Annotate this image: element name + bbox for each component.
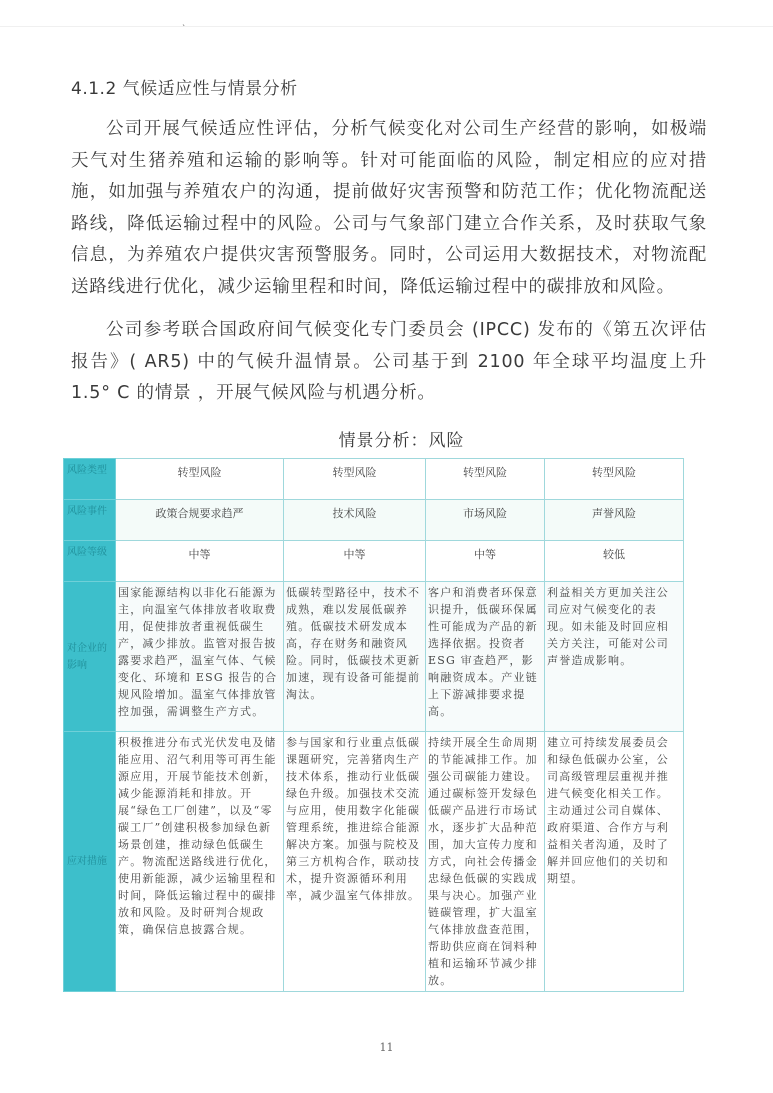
cell-response: 积极推进分布式光伏发电及储能应用、沼气利用等可再生能源应用，开展节能技术创新，减少能源消耗和排放。开展“绿色工厂创建”，以及“零碳工厂”创建积极参加绿色新场景创建，推动绿色低碳生产。物流配送路线进行优化，使用新能源，减少运输里程和时间，降低运输过程中的碳排放和风险。及时研判合规政策，确保信息披露合规。 [116, 732, 284, 992]
cell-risk-level: 较低 [545, 541, 684, 582]
cell-impact: 低碳转型路径中，技术不成熟，难以发展低碳养殖。低碳技术研发成本高，存在财务和融资风险。同时，低碳技术更新加速，现有设备可能提前淘汰。 [284, 582, 426, 732]
table-row-response [64, 732, 684, 992]
table-row-risk-type [64, 459, 684, 500]
cell-risk-event: 政策合规要求趋严 [116, 500, 284, 541]
table-title: 情景分析：风险 [338, 431, 465, 451]
page-number: 11 [379, 1041, 394, 1054]
row-label-risk-type: 风险类型 [64, 459, 116, 500]
cell-risk-type: 转型风险 [116, 459, 284, 500]
cell-impact: 国家能源结构以非化石能源为主，向温室气体排放者收取费用，促使排放者重视低碳生产，减少排放。监管对报告披露要求趋严，温室气体、气候变化、环境和 ESG 报告的合规风险增加。温室气体排放管控加强，需调整生产方式。 [116, 582, 284, 732]
row-label-risk-level: 风险等级 [64, 541, 116, 582]
cell-risk-event: 声誉风险 [545, 500, 684, 541]
body-paragraph-1: 公司开展气候适应性评估，分析气候变化对公司生产经营的影响，如极端天气对生猪养殖和运输的影响等。针对可能面临的风险，制定相应的应对措施，如加强与养殖农户的沟通，提前做好灾害预警和防范工作；优化物流配送路线，降低运输过程中的风险。公司与气象部门建立合作关系，及时获取气象信息，为养殖农户提供灾害预警服务。同时，公司运用大数据技术，对物流配送路线进行优化，减少运输里程和时间，降低运输过程中的碳排放和风险。 [71, 119, 707, 297]
cell-risk-type: 转型风险 [284, 459, 426, 500]
cell-risk-level: 中等 [116, 541, 284, 582]
cell-response: 建立可持续发展委员会和绿色低碳办公室，公司高级管理层重视并推进气候变化相关工作。主动通过公司自媒体、政府渠道、合作方与利益相关者沟通，及时了解并回应他们的关切和期望。 [545, 732, 684, 992]
cell-response: 持续开展全生命周期的节能减排工作。加强公司碳能力建设。通过碳标签开发绿色低碳产品进行市场试水，逐步扩大品种范围，加大宣传力度和方式，向社会传播金忠绿色低碳的实践成果与决心。加强产业链碳管理，扩大温室气体排放盘查范围，帮助供应商在饲料种植和运输环节减少排放。 [426, 732, 545, 992]
row-label-impact: 对企业的影响 [64, 582, 116, 732]
row-label-response: 应对措施 [64, 732, 116, 992]
body-paragraph-2: 公司参考联合国政府间气候变化专门委员会 (IPCC) 发布的《第五次评估报告》( AR5) 中的气候升温情景。公司基于到 2100 年全球平均温度上升 1.5° C 的情景 ，开展气候风险与机遇分析。 [71, 320, 707, 403]
section-heading: 4.1.2 气候适应性与情景分析 [71, 79, 298, 99]
cell-impact: 利益相关方更加关注公司应对气候变化的表现。如未能及时回应相关方关注，可能对公司声誉造成影响。 [545, 582, 684, 732]
cell-risk-type: 转型风险 [545, 459, 684, 500]
cell-risk-type: 转型风险 [426, 459, 545, 500]
cell-response: 参与国家和行业重点低碳课题研究，完善猪肉生产技术体系，推动行业低碳绿色升级。加强技术交流与应用，使用数字化能碳管理系统，推进综合能源解决方案。加强与院校及第三方机构合作，联动技术，提升资源循环利用率，减少温室气体排放。 [284, 732, 426, 992]
table-row-impact [64, 582, 684, 732]
cell-risk-event: 技术风险 [284, 500, 426, 541]
header-mark: ` [182, 24, 186, 33]
cell-risk-level: 中等 [426, 541, 545, 582]
table-row-risk-level [64, 541, 684, 582]
header-rule [0, 26, 773, 27]
cell-risk-level: 中等 [284, 541, 426, 582]
row-label-risk-event: 风险事件 [64, 500, 116, 541]
cell-impact: 客户和消费者环保意识提升，低碳环保属性可能成为产品的新选择依据。投资者 ESG 审查趋严，影响融资成本。产业链上下游减排要求提高。 [426, 582, 545, 732]
table-row-risk-event [64, 500, 684, 541]
scenario-risk-table [63, 458, 684, 992]
cell-risk-event: 市场风险 [426, 500, 545, 541]
